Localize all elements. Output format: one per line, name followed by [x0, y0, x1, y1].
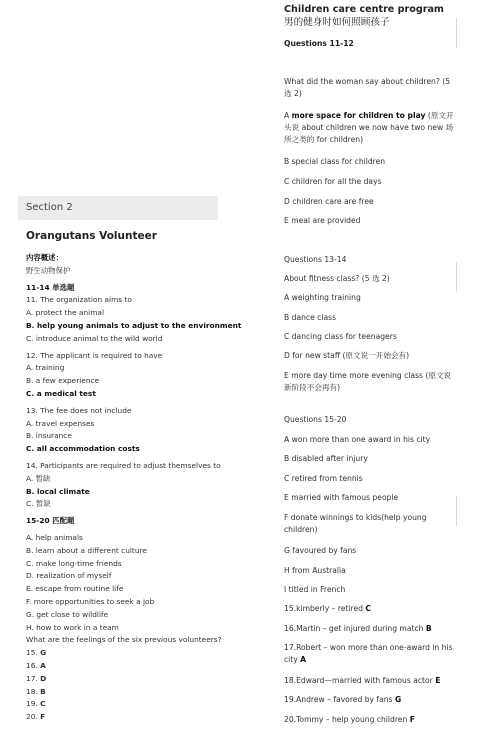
bold-line: 15-20 匹配题 — [26, 516, 75, 526]
item-text: I titled in French — [284, 585, 346, 594]
right-title-cn: 男的健身时如何照顾孩子 — [284, 17, 390, 28]
right-item — [284, 331, 456, 343]
answer-number: 18. — [26, 686, 41, 696]
answer-letter: C — [365, 604, 371, 613]
item-text: 18.Edward—married with famous actor — [284, 676, 436, 685]
answer-number: 20. — [26, 712, 41, 722]
right-item — [284, 565, 456, 577]
right-item — [284, 694, 456, 706]
text-line: C. introduce animal to the wild world — [26, 333, 163, 343]
answer-line — [26, 647, 226, 660]
right-item — [284, 312, 456, 324]
right-item — [284, 642, 456, 666]
right-item — [284, 254, 456, 266]
answer-line — [26, 711, 226, 724]
text-line: H. how to work in a team — [26, 622, 119, 632]
item-text: B special class for children — [284, 157, 386, 166]
item-text: E married with famous people — [284, 493, 399, 502]
answer-letter: G — [394, 695, 402, 704]
answer-letter: C — [40, 699, 46, 709]
answer-line — [26, 698, 226, 711]
right-item — [284, 215, 456, 227]
right-item — [284, 714, 456, 726]
text-line: 12. The applicant is required to have — [26, 350, 163, 360]
answer-letter: B — [425, 624, 432, 633]
right-item — [284, 434, 456, 446]
text-line: 13. The fee does not include — [26, 405, 132, 415]
answer-letter: A — [40, 660, 46, 670]
text-line: 14. Participants are required to adjust themselves to — [26, 460, 221, 470]
bold-line: C. all accommodation costs — [26, 444, 140, 454]
item-text: 17.Robert – won more than one-award in his city — [284, 643, 453, 664]
item-text: What did the woman say about children? (5 选 2) — [284, 77, 451, 98]
right-item — [284, 414, 456, 426]
text-line: 野生动物保护 — [26, 265, 71, 275]
text-line: 11. The organization aims to — [26, 295, 132, 305]
answer-letter: F — [409, 715, 415, 724]
answer-line — [26, 660, 226, 673]
item-text: A won more than one award in his city — [284, 435, 431, 444]
answer-line — [26, 686, 226, 699]
right-item — [284, 292, 456, 304]
text-line: A. travel expenses — [26, 418, 95, 428]
answer-line — [26, 673, 226, 686]
item-text: 15.kimberly – retired — [284, 604, 366, 613]
item-text: F donate winnings to kids(help young children) — [284, 513, 427, 534]
answer-letter: D — [40, 673, 47, 683]
answer-number: 17. — [26, 673, 41, 683]
right-item — [284, 38, 456, 50]
right-item — [284, 545, 456, 557]
text-line: C. make long-time friends — [26, 558, 122, 568]
text-line: B. learn about a different culture — [26, 545, 147, 555]
text-line: C. 暂缺 — [26, 499, 51, 509]
item-text: 20.Tommy – help young children — [284, 715, 410, 724]
item-text: C children for all the days — [284, 177, 382, 186]
right-item — [284, 110, 456, 146]
answer-number: 15. — [26, 648, 41, 658]
answer-letter: G — [40, 648, 47, 658]
right-item — [284, 76, 456, 100]
item-text: 16.Martin – get injured during match — [284, 624, 426, 633]
right-item — [284, 273, 456, 285]
text-line: E. escape from routine life — [26, 584, 124, 594]
answer-number: 19. — [26, 699, 41, 709]
divider — [456, 496, 457, 526]
right-item — [284, 623, 456, 635]
item-text: C dancing class for teenagers — [284, 332, 397, 341]
right-item — [284, 603, 456, 615]
question-list — [26, 252, 242, 724]
section-label: Section 2 — [18, 196, 218, 220]
divider — [456, 18, 457, 48]
option-letter: A — [284, 111, 292, 120]
answer-letter: B — [40, 686, 46, 696]
item-text: D children care are free — [284, 197, 374, 206]
answer-letter: E — [435, 676, 441, 685]
bold-line: 11-14 单选题 — [26, 282, 75, 292]
item-text: D for new staff (原文说一开始会有) — [284, 351, 410, 360]
answer-number: 16. — [26, 660, 41, 670]
bold-line: B. local climate — [26, 486, 90, 496]
text-line: A. help animals — [26, 532, 83, 542]
right-item — [284, 675, 456, 687]
item-text: C retired from tennis — [284, 474, 363, 483]
right-item — [284, 176, 456, 188]
item-text: E more day time more evening class (原文说新阶段不会再有) — [284, 371, 452, 392]
text-line: B. insurance — [26, 431, 72, 441]
text-line: A. training — [26, 363, 65, 373]
right-item — [284, 370, 456, 394]
answer-letter: F — [40, 712, 46, 722]
right-item — [284, 512, 456, 536]
right-item — [284, 196, 456, 208]
right-item — [284, 473, 456, 485]
item-text: A weighting training — [284, 293, 361, 302]
bold-line: C. a medical test — [26, 388, 96, 398]
right-item — [284, 350, 456, 362]
right-item — [284, 156, 456, 168]
text-line: B. a few experience — [26, 376, 100, 386]
item-text: Questions 15-20 — [284, 415, 347, 424]
item-text: E meal are provided — [284, 216, 361, 225]
bold-line: 内容概述： — [26, 253, 63, 262]
option-note: (原文开头说 about children we now have two new 场所之类的 for children) — [284, 111, 454, 144]
right-item — [284, 492, 456, 504]
item-text: H from Australia — [284, 566, 346, 575]
right-column — [284, 0, 456, 753]
bold-line: B. help young animals to adjust to the environment — [26, 320, 242, 330]
correct-option: more space for children to play — [291, 111, 426, 120]
text-line: What are the feelings of the six previous volunteers? — [26, 635, 222, 645]
text-line: F. more opportunities to seek a job — [26, 596, 155, 606]
text-line: A. 暂缺 — [26, 473, 51, 483]
page-title: Orangutans Volunteer — [26, 230, 157, 242]
item-text: B dance class — [284, 313, 337, 322]
divider — [456, 262, 457, 292]
item-text: About fitness class? (5 选 2) — [284, 274, 390, 283]
right-title — [284, 3, 454, 29]
item-text: B disabled after injury — [284, 454, 368, 463]
item-text: Questions 11-12 — [284, 39, 354, 48]
item-text: G favoured by fans — [284, 546, 357, 555]
answer-letter: A — [300, 655, 307, 664]
item-text: Questions 13-14 — [284, 255, 347, 264]
text-line: G. get close to wildlife — [26, 609, 109, 619]
text-line: D. realization of myself — [26, 571, 112, 581]
item-text: 19.Andrew – favored by fans — [284, 695, 395, 704]
text-line: A. protect the animal — [26, 308, 104, 318]
right-item — [284, 453, 456, 465]
right-item — [284, 584, 456, 596]
right-title-en: Children care centre program — [284, 4, 444, 15]
